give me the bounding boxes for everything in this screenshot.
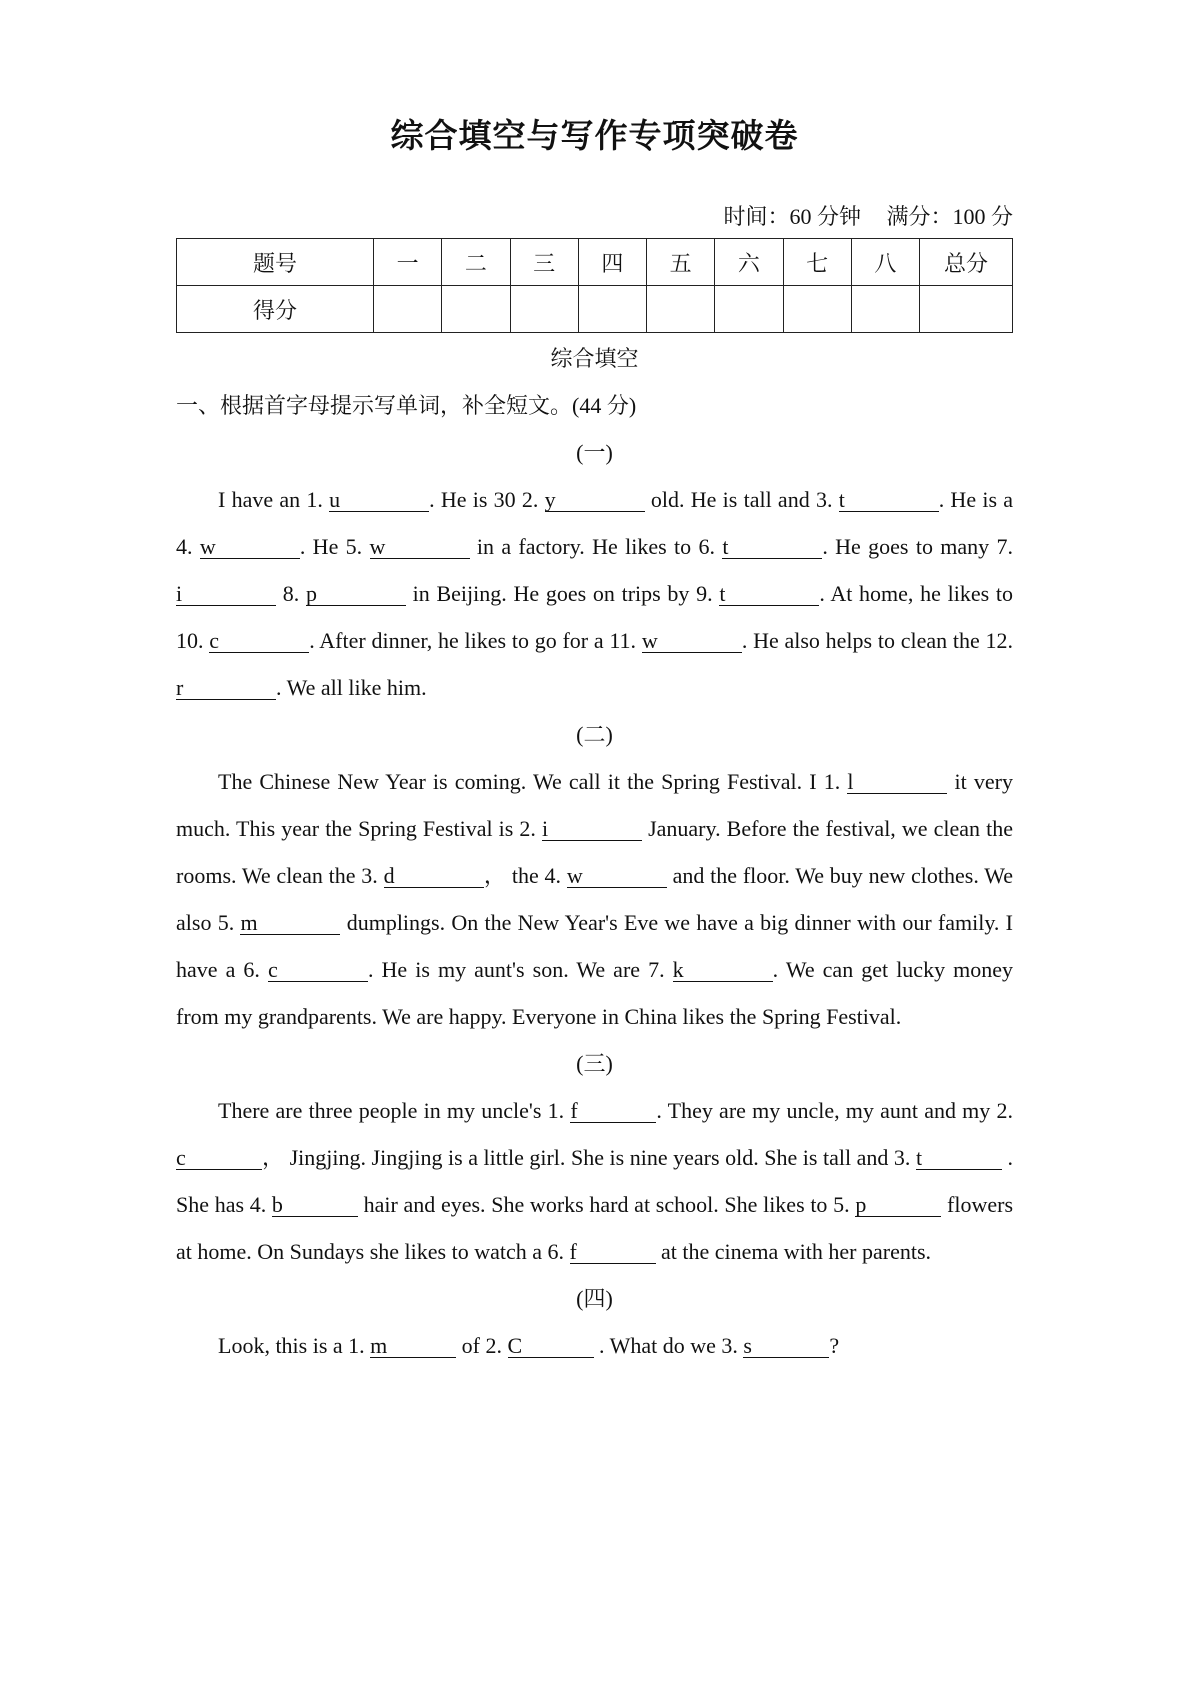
header-cell: 八 [851,239,919,286]
passage-segment: . He is my aunt's son. We are 7. [367,957,673,982]
fill-blank[interactable] [567,865,667,888]
passage-text [176,1322,1013,1369]
passage-segment: ， Jingjing. Jingjing is a little girl. She is nine years old. She is tall and 3. [262,1145,916,1170]
fill-blank[interactable] [306,583,406,606]
passage-segment: in a factory. He likes to 6. [469,534,723,559]
passage-label: (二) [576,722,613,747]
initial-letter: w [369,534,386,559]
score-cell[interactable] [715,286,783,333]
passage-segment: old. He is tall and 3. [644,487,839,512]
fill-blank[interactable] [176,583,276,606]
fill-blank[interactable] [839,489,939,512]
initial-letter: c [176,1145,186,1170]
score-cell[interactable] [920,286,1013,333]
initial-letter: y [544,487,556,512]
passage-segment: dumplings. On the New Year's Eve we have a big dinner with our family. I have a 6. [176,910,1013,982]
section-title: 综合填空 [550,346,639,371]
passage-segment: ， the 4. [483,863,567,888]
initial-letter: w [641,628,658,653]
fill-blank[interactable] [542,818,642,841]
fill-blank[interactable] [240,912,340,935]
passage-segment: of 2. [456,1333,508,1358]
initial-letter: w [199,534,216,559]
passage-segment: ? [829,1333,840,1358]
passage-segment: it very much. This year the Spring Festival is 2. [176,769,1013,841]
header-cell: 三 [510,239,578,286]
fill-blank[interactable] [855,1194,941,1217]
initial-letter: k [672,957,684,982]
passage-segment: The Chinese New Year is coming. We call it the Spring Festival. I 1. [218,769,848,794]
fill-blank[interactable] [200,536,300,559]
fill-blank[interactable] [329,489,429,512]
fill-blank[interactable] [673,959,773,982]
initial-letter: t [838,487,845,512]
passage-segment: and the floor. We buy new clothes. We also 5. [176,863,1013,935]
score-label: 满分：100 分 [886,204,1013,229]
initial-letter: i [542,816,549,841]
passages [176,429,1013,1369]
passage-segment: I have an 1. [218,487,330,512]
initial-letter: d [383,863,395,888]
fill-blank[interactable] [384,865,484,888]
initial-letter: s [743,1333,752,1358]
passage-segment: . What do we 3. [593,1333,744,1358]
time-score-info [719,200,1013,231]
passage-segment: . We all like him. [276,675,427,700]
header-cell: 总分 [920,239,1013,286]
fill-blank[interactable] [370,536,470,559]
passage-text [176,476,1013,711]
row-label: 得分 [177,286,374,333]
passage-segment: . He 5. [299,534,370,559]
fill-blank[interactable] [268,959,368,982]
passage-segment: . He also helps to clean the 12. [741,628,1013,653]
passage-text [176,758,1013,1040]
fill-blank[interactable] [176,677,276,700]
passage-segment: at the cinema with her parents. [655,1239,932,1264]
score-cell[interactable] [647,286,715,333]
passage-segment: in Beijing. He goes on trips by 9. [405,581,720,606]
fill-blank[interactable] [916,1147,1002,1170]
header-cell: 二 [442,239,510,286]
score-table [176,238,1013,333]
passage-segment: . He goes to many 7. [822,534,1014,559]
passage-segment: hair and eyes. She works hard at school. She likes to 5. [357,1192,856,1217]
initial-letter: p [855,1192,867,1217]
fill-blank[interactable] [642,630,742,653]
page-title: 综合填空与写作专项突破卷 [390,116,799,155]
header-cell: 题号 [177,239,374,286]
header-cell: 七 [783,239,851,286]
score-cell[interactable] [374,286,442,333]
initial-letter: t [719,581,726,606]
fill-blank[interactable] [847,771,947,794]
time-label: 时间：60 分钟 [723,204,861,229]
passage-segment: . They are my uncle, my aunt and my 2. [656,1098,1013,1123]
fill-blank[interactable] [176,1147,262,1170]
score-cell[interactable] [783,286,851,333]
score-table-header-row [177,239,1013,286]
initial-letter: t [722,534,729,559]
passage-segment: . At home, he likes to 10. [176,581,1014,653]
fill-blank[interactable] [570,1100,656,1123]
initial-letter: l [847,769,854,794]
initial-letter: i [176,581,183,606]
passage-label: (一) [576,440,613,465]
score-cell[interactable] [851,286,919,333]
content-flow [176,335,1013,1369]
fill-blank[interactable] [370,1335,456,1358]
initial-letter: m [370,1333,388,1358]
initial-letter: t [915,1145,923,1170]
header-cell: 四 [578,239,646,286]
header-cell: 一 [374,239,442,286]
initial-letter: c [267,957,278,982]
fill-blank[interactable] [743,1335,829,1358]
initial-letter: C [507,1333,523,1358]
fill-blank[interactable] [508,1335,594,1358]
passage-text [176,1087,1013,1275]
initial-letter: b [271,1192,283,1217]
score-table-score-row [177,286,1013,333]
header-cell: 五 [647,239,715,286]
fill-blank[interactable] [545,489,645,512]
passage-segment: . After dinner, he likes to go for a 11. [309,628,642,653]
fill-blank[interactable] [209,630,309,653]
initial-letter: m [240,910,258,935]
initial-letter: c [209,628,220,653]
initial-letter: u [329,487,341,512]
header-cell: 六 [715,239,783,286]
passage-segment: There are three people in my uncle's 1. [218,1098,571,1123]
fill-blank[interactable] [722,536,822,559]
passage-segment: January. Before the festival, we clean the rooms. We clean the 3. [176,816,1013,888]
initial-letter: p [305,581,317,606]
fill-blank[interactable] [719,583,819,606]
initial-letter: f [569,1239,577,1264]
passage-segment: Look, this is a 1. [218,1333,371,1358]
passage-segment: . We can get lucky money from my grandparents. We are happy. Everyone in China likes the Spring Festival. [176,957,1014,1029]
initial-letter: f [570,1098,578,1123]
initial-letter: w [566,863,583,888]
score-cell[interactable] [442,286,510,333]
question-heading: 一、根据首字母提示写单词，补全短文。(44 分) [176,393,637,418]
fill-blank[interactable] [570,1241,656,1264]
passage-segment: . She has 4. [176,1145,1014,1217]
score-cell[interactable] [510,286,578,333]
passage-segment: flowers at home. On Sundays she likes to watch a 6. [176,1192,1013,1264]
initial-letter: r [176,675,184,700]
passage-label: (三) [576,1051,613,1076]
passage-label: (四) [576,1286,613,1311]
score-cell[interactable] [578,286,646,333]
passage-segment: . He is a 4. [176,487,1014,559]
passage-segment: . He is 30 2. [429,487,545,512]
fill-blank[interactable] [272,1194,358,1217]
passage-segment: 8. [276,581,306,606]
